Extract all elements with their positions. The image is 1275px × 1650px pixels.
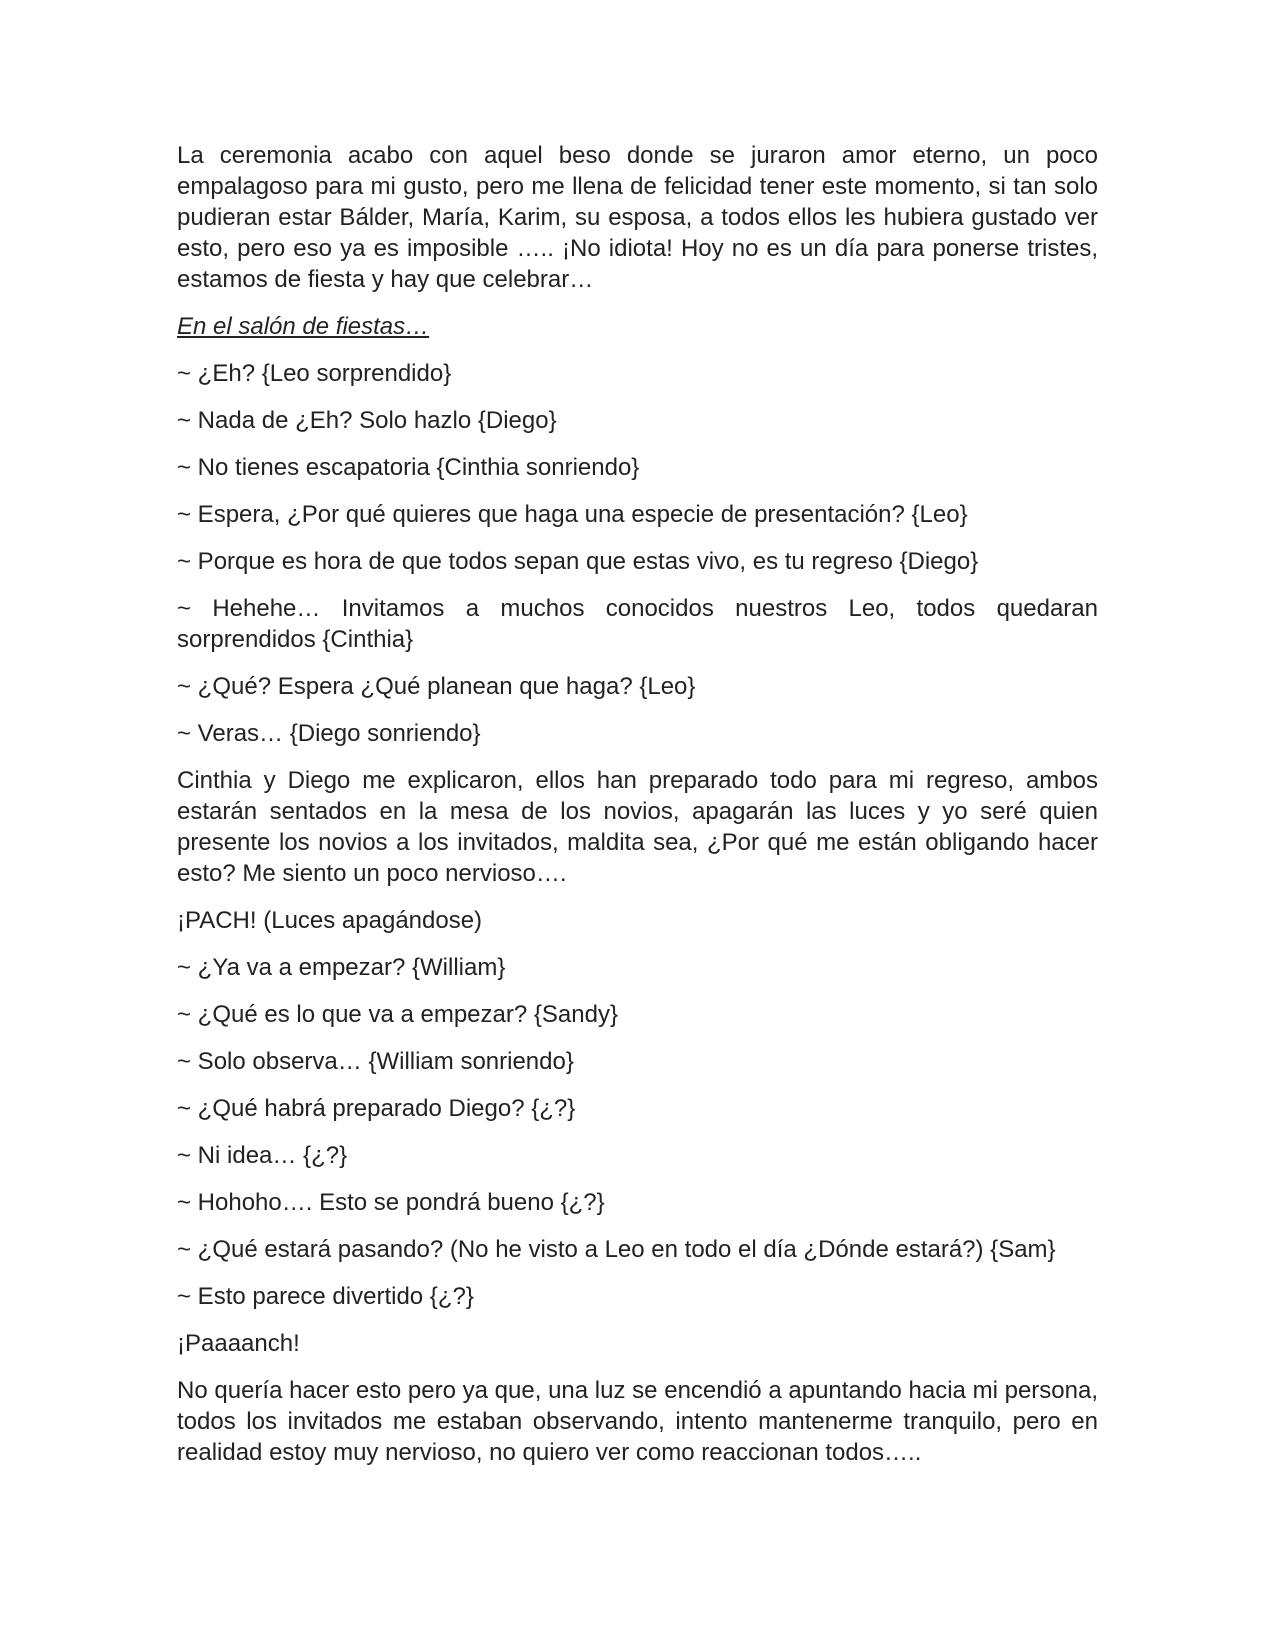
dialogue-line: ~ No tienes escapatoria {Cinthia sonriendo}	[177, 454, 640, 481]
dialogue-line: ~ ¿Ya va a empezar? {William}	[177, 954, 506, 981]
dialogue-line: ~ Espera, ¿Por qué quieres que haga una especie de presentación? {Leo}	[177, 501, 968, 528]
dialogue-line: ~ ¿Qué habrá preparado Diego? {¿?}	[177, 1095, 576, 1122]
dialogue-line: ~ ¿Qué es lo que va a empezar? {Sandy}	[177, 1001, 618, 1028]
dialogue-line: ~ ¿Qué? Espera ¿Qué planean que haga? {Leo}	[177, 673, 696, 700]
dialogue-line: ~ ¿Eh? {Leo sorprendido}	[177, 360, 452, 387]
dialogue-line: ~ Porque es hora de que todos sepan que estas vivo, es tu regreso {Diego}	[177, 548, 979, 575]
narration-paragraph: No quería hacer esto pero ya que, una luz se encendió a apuntando hacia mi persona, todos los invitados me estaban observando, intento mantenerme tranquilo, pero en realidad estoy muy nervioso, no quiero ver como reaccionan todos…..	[177, 1377, 1098, 1466]
dialogue-line: ~ Nada de ¿Eh? Solo hazlo {Diego}	[177, 407, 557, 434]
dialogue-line: ~ Veras… {Diego sonriendo}	[177, 720, 481, 747]
dialogue-line: ~ Esto parece divertido {¿?}	[177, 1283, 474, 1310]
dialogue-line: ~ Ni idea… {¿?}	[177, 1142, 348, 1169]
dialogue-line: ~ Solo observa… {William sonriendo}	[177, 1048, 574, 1075]
sound-effect: ¡Paaaanch!	[177, 1330, 300, 1357]
narration-paragraph: Cinthia y Diego me explicaron, ellos han preparado todo para mi regreso, ambos estarán sentados en la mesa de los novios, apagarán las luces y yo seré quien presente los novios a los invitados, maldita sea, ¿Por qué me están obligando hacer esto? Me siento un poco nervioso….	[177, 767, 1098, 887]
dialogue-line: ~ ¿Qué estará pasando? (No he visto a Leo en todo el día ¿Dónde estará?) {Sam}	[177, 1236, 1056, 1263]
document-page	[177, 140, 1098, 1484]
scene-heading: En el salón de fiestas…	[177, 313, 430, 340]
sound-effect: ¡PACH! (Luces apagándose)	[177, 907, 483, 934]
intro-paragraph: La ceremonia acabo con aquel beso donde se juraron amor eterno, un poco empalagoso para mi gusto, pero me llena de felicidad tener este momento, si tan solo pudieran estar Bálder, María, Karim, su esposa, a todos ellos les hubiera gustado ver esto, pero eso ya es imposible ….. ¡No idiota! Hoy no es un día para ponerse tristes, estamos de fiesta y hay que celebrar…	[177, 142, 1098, 293]
dialogue-line: ~ Hehehe… Invitamos a muchos conocidos nuestros Leo, todos quedaran sorprendidos {Cinthia}	[177, 595, 1098, 653]
dialogue-line: ~ Hohoho…. Esto se pondrá bueno {¿?}	[177, 1189, 605, 1216]
